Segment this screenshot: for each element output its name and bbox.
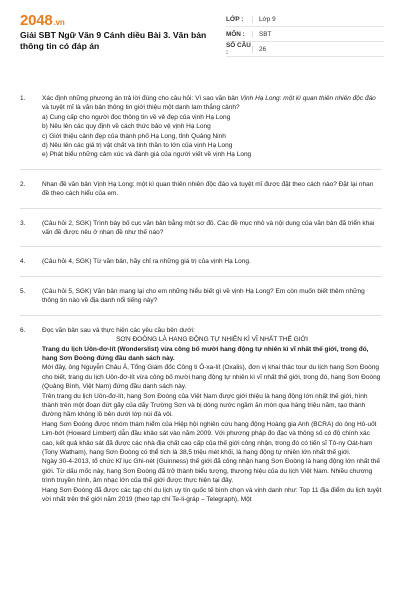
answer-option[interactable]: e) Phát biểu những cảm xúc và đánh giá của người viết về vịnh Hạ Long — [42, 151, 252, 159]
question-2 — [20, 180, 382, 199]
meta-value: SBT — [252, 31, 271, 38]
question-1 — [20, 94, 382, 160]
meta-value: 26 — [252, 46, 266, 53]
question-6 — [20, 326, 382, 505]
page-header — [0, 0, 400, 62]
question-text: Nhan đề văn bản Vịnh Hạ Long: một kì quan thiên nhiên độc đáo và tuyệt mĩ được đặt theo cách nào? Đặt lại nhan đề theo cách hiểu của em. — [42, 180, 374, 198]
question-text: (Câu hỏi 5, SGK) Văn bản mang lại cho em những hiểu biết gì về vịnh Hạ Long? Em còn muốn biết thêm những thông tin nào về địa danh nổi tiếng này? — [42, 287, 365, 305]
question-text-italic: Vịnh Hạ Long: một kì quan thiên nhiên độc đáo — [240, 95, 376, 102]
answer-option[interactable]: a) Cung cấp cho người đọc thông tin về vẻ đẹp của vịnh Hạ Long — [42, 113, 231, 121]
answer-option[interactable]: b) Nêu lên các quy định về cách thức bảo vệ vịnh Hạ Long — [42, 123, 211, 131]
meta-label: MÔN : — [226, 30, 245, 38]
question-divider — [20, 208, 382, 209]
question-number: 1. — [20, 95, 26, 102]
meta-row-grade — [226, 12, 384, 27]
question-5 — [20, 287, 382, 306]
meta-info-table — [226, 12, 384, 57]
reading-paragraph: Trên trang du lịch Uôn-đơ-lít, hang Sơn Đoòng của Việt Nam được giới thiệu là hang động lớn nhất thế giới, hình thành trên một đoạn đứt gãy của dãy Trường Sơn và bị dòng nước ngầm ăn mòn qua hàng triệu năm, tạo thành đường hầm không lồ bên dưới lớp núi đá vôi. — [42, 392, 368, 419]
reading-lead: Trang du lịch Uôn-đơ-lít (Wonderslist) vừa công bố mười hang động tự nhiên kì vĩ nhất thế giới, trong đó, hang Sơn Đoòng đứng đầu danh sách này. — [42, 345, 369, 362]
meta-row-count — [226, 42, 384, 57]
question-text: Đọc văn bản sau và thực hiện các yêu cầu bên dưới: — [42, 326, 195, 334]
question-4 — [20, 257, 382, 266]
meta-row-subject — [226, 27, 384, 42]
question-text: (Câu hỏi 2, SGK) Trình bày bố cục văn bản bằng một sơ đồ. Các đề mục nhỏ và nội dung của văn bản đã triển khai vấn đề được nêu ở nhan đề như thế nào? — [42, 219, 375, 237]
question-number: 4. — [20, 258, 26, 266]
question-number: 6. — [20, 326, 26, 334]
question-number: 3. — [20, 219, 26, 227]
reading-paragraph: Ngày 30-4-2013, tổ chức Kỉ lục Ghi-nét (Guinness) thế giới đã công nhận hang Sơn Đoòng là hang động lớn nhất thế giới. Từ dấu mốc này, hang Sơn Đoòng đã trở thành biểu tượng, thương hiệu của du lịch Việt Nam. Nhiều chương trình truyền hình, âm nhạc lớn của thế giới được thực hiện tại đây. — [42, 458, 381, 485]
question-divider — [20, 169, 382, 170]
logo-tld: .vn — [53, 18, 65, 27]
question-3 — [20, 219, 382, 238]
page-title: Giải SBT Ngữ Văn 9 Cánh diều Bài 3. Văn bản thông tin có đáp án — [20, 30, 207, 51]
question-list — [20, 94, 382, 504]
question-number: 2. — [20, 180, 26, 188]
question-text: (Câu hỏi 4, SGK) Từ văn bản, hãy chỉ ra những giá trị của vịnh Hạ Long. — [42, 258, 251, 266]
answer-option[interactable]: c) Giới thiệu cảnh đẹp của thành phố Hạ Long, tỉnh Quảng Ninh — [42, 132, 226, 140]
meta-label: LỚP : — [226, 15, 244, 23]
reading-title: SƠN ĐOÒNG LÀ HANG ĐỘNG TỰ NHIÊN KÌ VĨ NHẤT THẾ GIỚI — [116, 336, 308, 344]
question-divider — [20, 246, 382, 247]
answer-options — [42, 113, 382, 160]
question-number: 5. — [20, 287, 26, 295]
reading-paragraph: Hang Sơn Đoòng đã được các tạp chí du lịch uy tín quốc tế bình chọn và vinh danh như: Top 11 địa điểm du lịch tuyệt vời nhất trên thế giới năm 2019 (theo tạp chí Te-li-gráp – Telegraph), Một — [42, 486, 382, 503]
site-logo[interactable] — [20, 12, 65, 29]
reading-paragraph: Hang Sơn Đoòng được nhóm thám hiểm của Hiệp hội nghiên cứu hang động Hoàng gia Anh (BCRA) do ông Hô-uốt Lim-bớt (Howard Limbert) dẫn đầu khảo sát vào năm 2009. Với phương pháp đo đạc và thông số có độ chính xác cao, kết quả khảo sát đã được các nhà địa chất cao cấp của thế giới công nhận, trong đó có tiến sĩ Tô-ny Oát-ham (Tony Watham), hang Sơn Đoòng có thể tích là 38,5 triệu mét khối, là hang động tự nhiên lớn nhất thế giới. — [42, 420, 377, 456]
reading-paragraph: Mới đây, ông Nguyễn Châu Á, Tổng Giám đốc Công ti Ô-xa-lít (Oxalis), đơn vị khai thác tour du lịch hang Sơn Đoòng cho biết, trang du lịch Uôn-đơ-lít vừa công bố mười hang động tự nhiên kì vĩ nhất thế giới, trong đó, hang Sơn Đoòng (Quảng Bình, Việt Nam) đứng đầu danh sách này. — [42, 364, 381, 391]
logo-main: 2048 — [20, 12, 53, 29]
question-divider — [20, 276, 382, 277]
question-text-part: và tuyệt mĩ là văn bản thông tin giới thiệu một danh lam thắng cảnh? — [42, 104, 240, 112]
question-text-part: Xác định những phương án trả lời đúng cho câu hỏi: Vì sao văn bản — [42, 95, 241, 102]
meta-value: Lớp 9 — [252, 16, 276, 23]
answer-option[interactable]: d) Nêu lên các giá trị vật chất và tinh thần to lớn của vịnh Hạ Long — [42, 142, 233, 150]
meta-label: SỐ CÂU : — [226, 42, 251, 56]
question-divider — [20, 315, 382, 316]
question-text — [42, 94, 382, 113]
